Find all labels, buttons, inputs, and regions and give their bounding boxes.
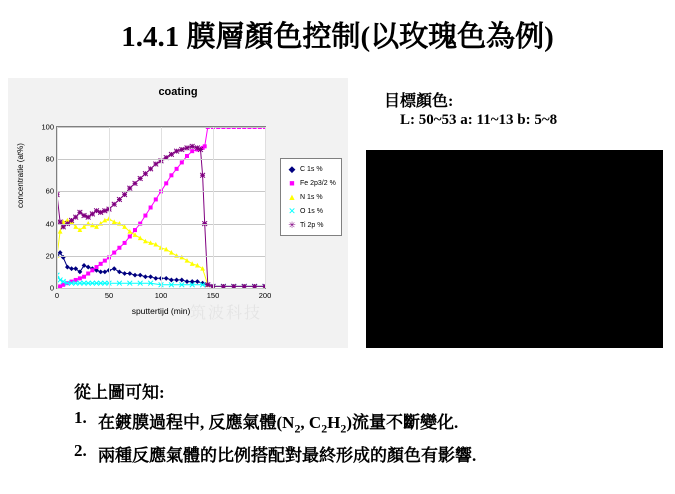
legend-item[interactable] [284, 190, 339, 204]
data-point [169, 278, 174, 283]
data-point [86, 215, 91, 220]
list-item-number: 1. [74, 408, 87, 427]
y-axis-label: concentratie (at%) [16, 143, 25, 208]
legend-marker-icon: ■ [289, 177, 295, 188]
data-point [127, 186, 132, 191]
data-point [169, 173, 173, 177]
target-color-label: 目標顏色: [384, 93, 454, 110]
legend-marker-icon: ✳ [288, 219, 296, 230]
data-point [138, 176, 143, 181]
data-point [98, 210, 103, 215]
legend-item[interactable] [284, 204, 339, 218]
data-point [117, 270, 122, 275]
data-point [112, 251, 116, 255]
data-point [185, 154, 189, 158]
legend-marker-icon: ▲ [287, 191, 297, 202]
data-point [195, 279, 200, 284]
x-axis-tick: 200 [258, 291, 272, 300]
data-point [154, 197, 158, 201]
chart-title: coating [158, 86, 198, 98]
data-point [149, 206, 153, 210]
data-point [102, 270, 107, 275]
data-point [138, 273, 143, 278]
data-point [153, 276, 158, 281]
legend-marker-icon: ✕ [288, 205, 296, 216]
data-point [174, 278, 179, 283]
data-point [90, 268, 94, 272]
legend-item[interactable] [284, 176, 339, 190]
data-point [117, 197, 122, 202]
watermark: 筑波科技 [190, 305, 263, 322]
data-point [122, 224, 127, 229]
data-point [73, 215, 78, 220]
data-point [164, 181, 168, 185]
x-axis-label: sputtertijd (min) [131, 306, 191, 316]
data-point [94, 208, 99, 213]
list-item-text: 在鍍膜過程中, 反應氣體($N_2$, $C_2H_2$)流量不斷變化. [98, 413, 459, 436]
data-point [133, 232, 138, 237]
data-point [117, 246, 121, 250]
data-point [185, 279, 190, 284]
plot-area [41, 122, 272, 300]
legend-marker-icon: ◆ [288, 163, 296, 174]
data-point [143, 214, 147, 218]
data-point [133, 181, 138, 186]
legend-label: O 1s % [300, 207, 323, 215]
data-point [185, 146, 190, 151]
data-point [127, 271, 132, 276]
data-point [95, 265, 99, 269]
x-axis-tick: 50 [104, 291, 114, 300]
data-point [99, 262, 103, 266]
data-point [122, 271, 127, 276]
gridline [57, 127, 58, 288]
data-point [128, 234, 132, 238]
data-point [82, 213, 87, 218]
data-point [86, 272, 90, 276]
data-point [69, 218, 74, 223]
data-point [133, 273, 138, 278]
legend-item[interactable] [284, 218, 339, 232]
y-axis-tick: 40 [45, 219, 54, 229]
y-axis-tick: 20 [45, 251, 54, 261]
data-point [112, 202, 117, 207]
data-point [82, 275, 86, 279]
data-point [169, 250, 174, 255]
x-axis-tick: 0 [54, 291, 60, 300]
data-point [203, 144, 207, 148]
data-point [103, 259, 107, 263]
data-point [143, 171, 148, 176]
legend-label: C 1s % [300, 165, 323, 173]
data-point [200, 173, 205, 178]
data-point [179, 147, 184, 152]
data-point [198, 147, 203, 152]
data-point [90, 212, 95, 217]
data-point [138, 235, 143, 240]
y-axis-tick: 60 [45, 186, 54, 196]
gridline [213, 127, 214, 288]
data-point [175, 167, 179, 171]
notes-heading: 從上圖可知: [74, 383, 165, 402]
data-point [78, 276, 82, 280]
data-point [185, 258, 190, 263]
data-point [102, 208, 107, 213]
data-point [112, 266, 117, 271]
gridline [265, 127, 266, 288]
chart-panel [8, 78, 348, 348]
data-point [123, 241, 127, 245]
list-item [74, 441, 664, 466]
notes-block [74, 378, 664, 471]
data-point [65, 265, 70, 270]
data-point [190, 261, 195, 266]
list-item-text: 兩種反應氣體的比例搭配對最終形成的顏色有影響. [98, 446, 477, 466]
data-point [205, 282, 210, 287]
gridline [109, 127, 110, 288]
x-axis-tick: 100 [154, 291, 168, 300]
data-point [143, 239, 148, 244]
legend-label: Fe 2p3/2 % [300, 179, 336, 187]
data-point [190, 149, 194, 153]
chart-legend [280, 158, 342, 236]
data-point [179, 278, 184, 283]
legend-item[interactable] [284, 162, 339, 176]
gridline [161, 127, 162, 288]
data-point [86, 265, 91, 270]
color-swatch [366, 150, 663, 348]
gridline [57, 288, 265, 289]
list-item-number: 2. [74, 441, 87, 461]
data-point [122, 192, 127, 197]
legend-label: N 1s % [300, 193, 323, 201]
data-point [153, 162, 158, 167]
data-point [148, 166, 153, 171]
page-title: 1.4.1 膜層顏色控制(以玫瑰色為例) [121, 21, 554, 53]
data-point [98, 270, 103, 275]
data-point [148, 274, 153, 279]
data-point [164, 276, 169, 281]
data-point [143, 274, 148, 279]
target-color-values: L: 50~53 a: 11~13 b: 5~8 [400, 112, 558, 128]
data-point [77, 210, 82, 215]
y-axis-tick: 80 [45, 154, 54, 164]
data-point [174, 149, 179, 154]
data-point [69, 266, 74, 271]
y-axis-tick: 0 [49, 283, 54, 293]
data-point [58, 229, 63, 234]
data-point [61, 224, 66, 229]
list-item [74, 408, 664, 436]
data-point [190, 144, 195, 149]
x-axis-tick: 150 [206, 291, 220, 300]
data-point [180, 160, 184, 164]
data-point [200, 266, 205, 271]
legend-label: Ti 2p % [300, 221, 324, 229]
data-point [169, 152, 174, 157]
y-axis-tick: 100 [41, 122, 54, 132]
data-point [133, 228, 137, 232]
